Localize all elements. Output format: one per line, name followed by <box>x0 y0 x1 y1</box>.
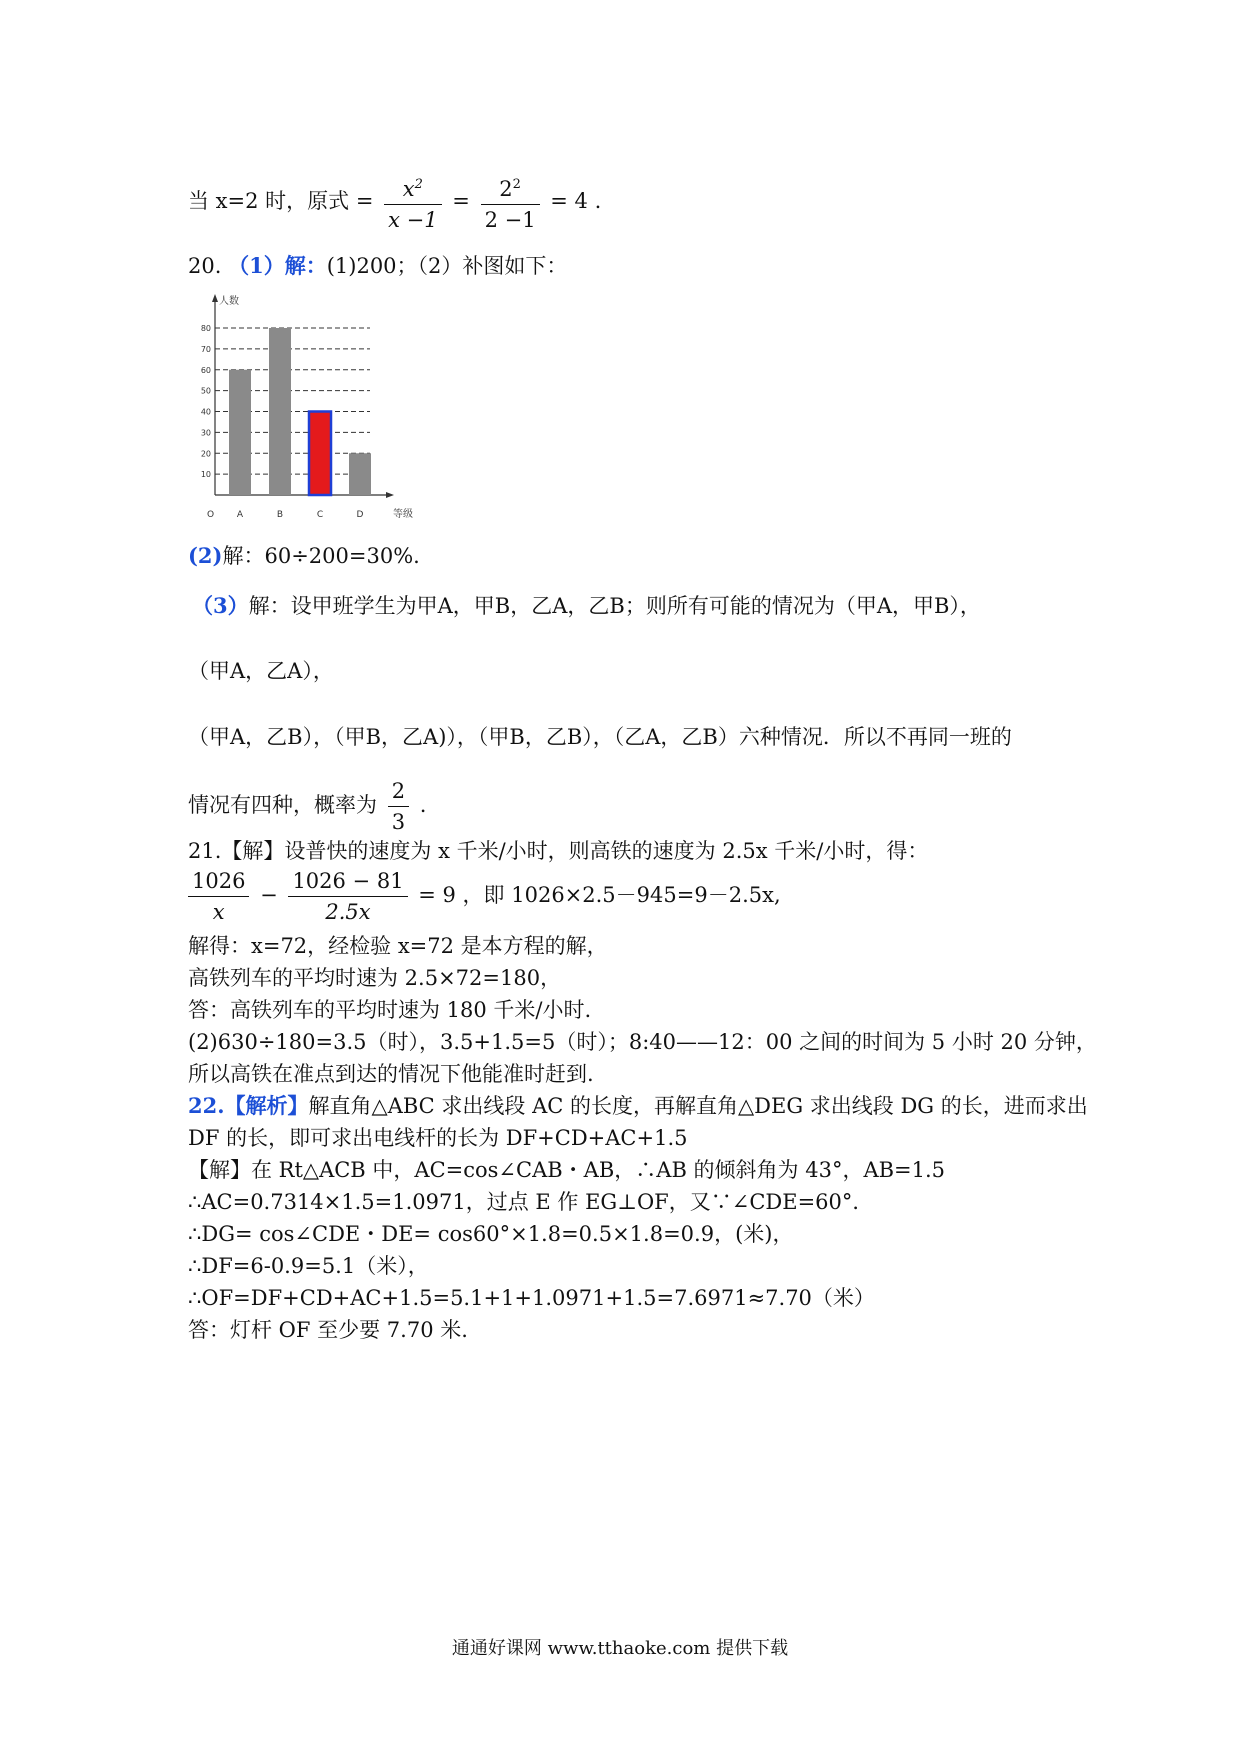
y-axis-label: 人数 <box>219 296 239 307</box>
y-tick-label: 60 <box>200 365 211 375</box>
equation-fraction-2: $\frac{1026 - 81}{2.5x}$ <box>288 866 407 927</box>
equation-fraction-1: $\frac{1026}{x}$ <box>188 866 249 927</box>
bar-B <box>269 328 291 495</box>
q22-solution-line3: ∴DG= cos∠CDE・DE= cos60°×1.8=0.5×1.8=0.9，(米)， <box>188 1222 794 1246</box>
y-tick-label: 70 <box>200 344 211 354</box>
q21-line5: 答：高铁列车的平均时速为 180 千米/小时. <box>188 998 592 1022</box>
q21-line3: 解得：x=72，经检验 x=72 是本方程的解， <box>188 934 608 958</box>
y-tick-label: 50 <box>200 386 211 396</box>
q19-fraction-2: $\frac{2^2}{2 -1}$ <box>481 170 540 235</box>
y-tick-label: 20 <box>200 449 211 459</box>
x-tick-label: C <box>316 510 324 520</box>
q20-part2-line <box>188 542 420 570</box>
q19-result: = 4 . <box>550 189 602 213</box>
y-tick-label: 40 <box>200 407 211 417</box>
q22-solution-line2: ∴AC=0.7314×1.5=1.0971，过点 E 作 EG⊥OF，又∵∠CDE=60°． <box>188 1190 874 1214</box>
q22-solution-line1: 【解】在 Rt△ACB 中，AC=cos∠CAB・AB，∴AB 的倾斜角为 43°，AB=1.5 <box>188 1158 946 1182</box>
bar-D <box>349 453 371 495</box>
q22-solution-line5: ∴OF=DF+CD+AC+1.5=5.1+1+1.0971+1.5=7.6971≈7.70（米） <box>188 1286 875 1310</box>
q19-prefix: 当 x=2 时，原式 <box>188 189 350 213</box>
x-tick-label: B <box>276 510 284 520</box>
q20-part3-line2: （甲A，乙A）， <box>188 659 334 683</box>
y-axis-arrow <box>212 294 218 302</box>
q19-fraction-1: $\frac{x^2}{x -1}$ <box>384 170 441 235</box>
q20-part3-line3: （甲A，乙B），（甲B，乙A)），（甲B，乙B），（乙A，乙B）六种情况．所以不再同一班的 <box>188 725 1012 749</box>
part-label: (2) <box>188 543 223 568</box>
bar-A <box>229 370 251 495</box>
part-label: （3） <box>192 593 249 618</box>
origin-label: O <box>207 510 215 520</box>
x-tick-label: A <box>236 510 244 520</box>
part-label: 22.【解析】 <box>188 1093 309 1118</box>
q22-analysis-line1: 22.【解析】解直角△ABC 求出线段 AC 的长度，再解直角△DEG 求出线段 DG 的长，进而求出 <box>188 1093 1088 1118</box>
footer-source: 通通好课网 www.tthaoke.com 提供下载 <box>451 1638 789 1659</box>
q20-part3-line1 <box>192 592 981 620</box>
y-tick-label: 30 <box>200 428 211 438</box>
q21-line7: 所以高铁在准点到达的情况下他能准时赶到. <box>188 1062 594 1086</box>
part2-text: 解：60÷200=30%. <box>222 544 420 568</box>
q21-line6: (2)630÷180=3.5（时），3.5+1.5=5（时）；8:40——12：00 之间的时间为 5 小时 20 分钟， <box>188 1030 1097 1054</box>
q22-solution-line4: ∴DF=6-0.9=5.1（米）， <box>188 1254 429 1278</box>
probability-fraction: $\frac{2}{3}$ <box>388 776 409 837</box>
q20-part1-line <box>188 252 567 280</box>
q22-analysis-line2: DF 的长，即可求出电线杆的长为 DF+CD+AC+1.5 <box>188 1126 688 1150</box>
question-number: 20. <box>188 254 222 278</box>
part3-text-1: 解：设甲班学生为甲A，甲B，乙A，乙B；则所有可能的情况为（甲A，甲B）， <box>248 594 981 618</box>
y-tick-label: 10 <box>200 470 211 480</box>
x-axis-label: 等级 <box>393 509 413 520</box>
x-axis-arrow <box>386 492 394 498</box>
q20-part3-line4: 情况有四种，概率为 $\frac{2}{3}$ . <box>188 776 426 837</box>
q21-line1: 21.【解】设普快的速度为 x 千米/小时，则高铁的速度为 2.5x 千米/小时，得： <box>188 839 929 863</box>
bar-C <box>309 412 331 496</box>
q19-result-line: 当 x=2 时，原式 = $\frac{x^2}{x -1}$ = $\frac{2^2}{2 -1}$ = 4 . <box>188 170 601 235</box>
q21-equation: $\frac{1026}{x}$ − $\frac{1026 - 81}{2.5x}$ = 9 ，即 1026×2.5－945=9－2.5x, <box>188 866 781 927</box>
q22-solution-line6: 答：灯杆 OF 至少要 7.70 米. <box>188 1318 468 1342</box>
q21-line4: 高铁列车的平均时速为 2.5×72=180， <box>188 966 562 990</box>
y-tick-label: 80 <box>200 324 211 333</box>
part-label: （1）解： <box>228 253 327 278</box>
bar-chart <box>195 290 445 530</box>
part1-text: (1)200；（2）补图如下： <box>326 254 568 278</box>
x-tick-label: D <box>356 510 364 520</box>
